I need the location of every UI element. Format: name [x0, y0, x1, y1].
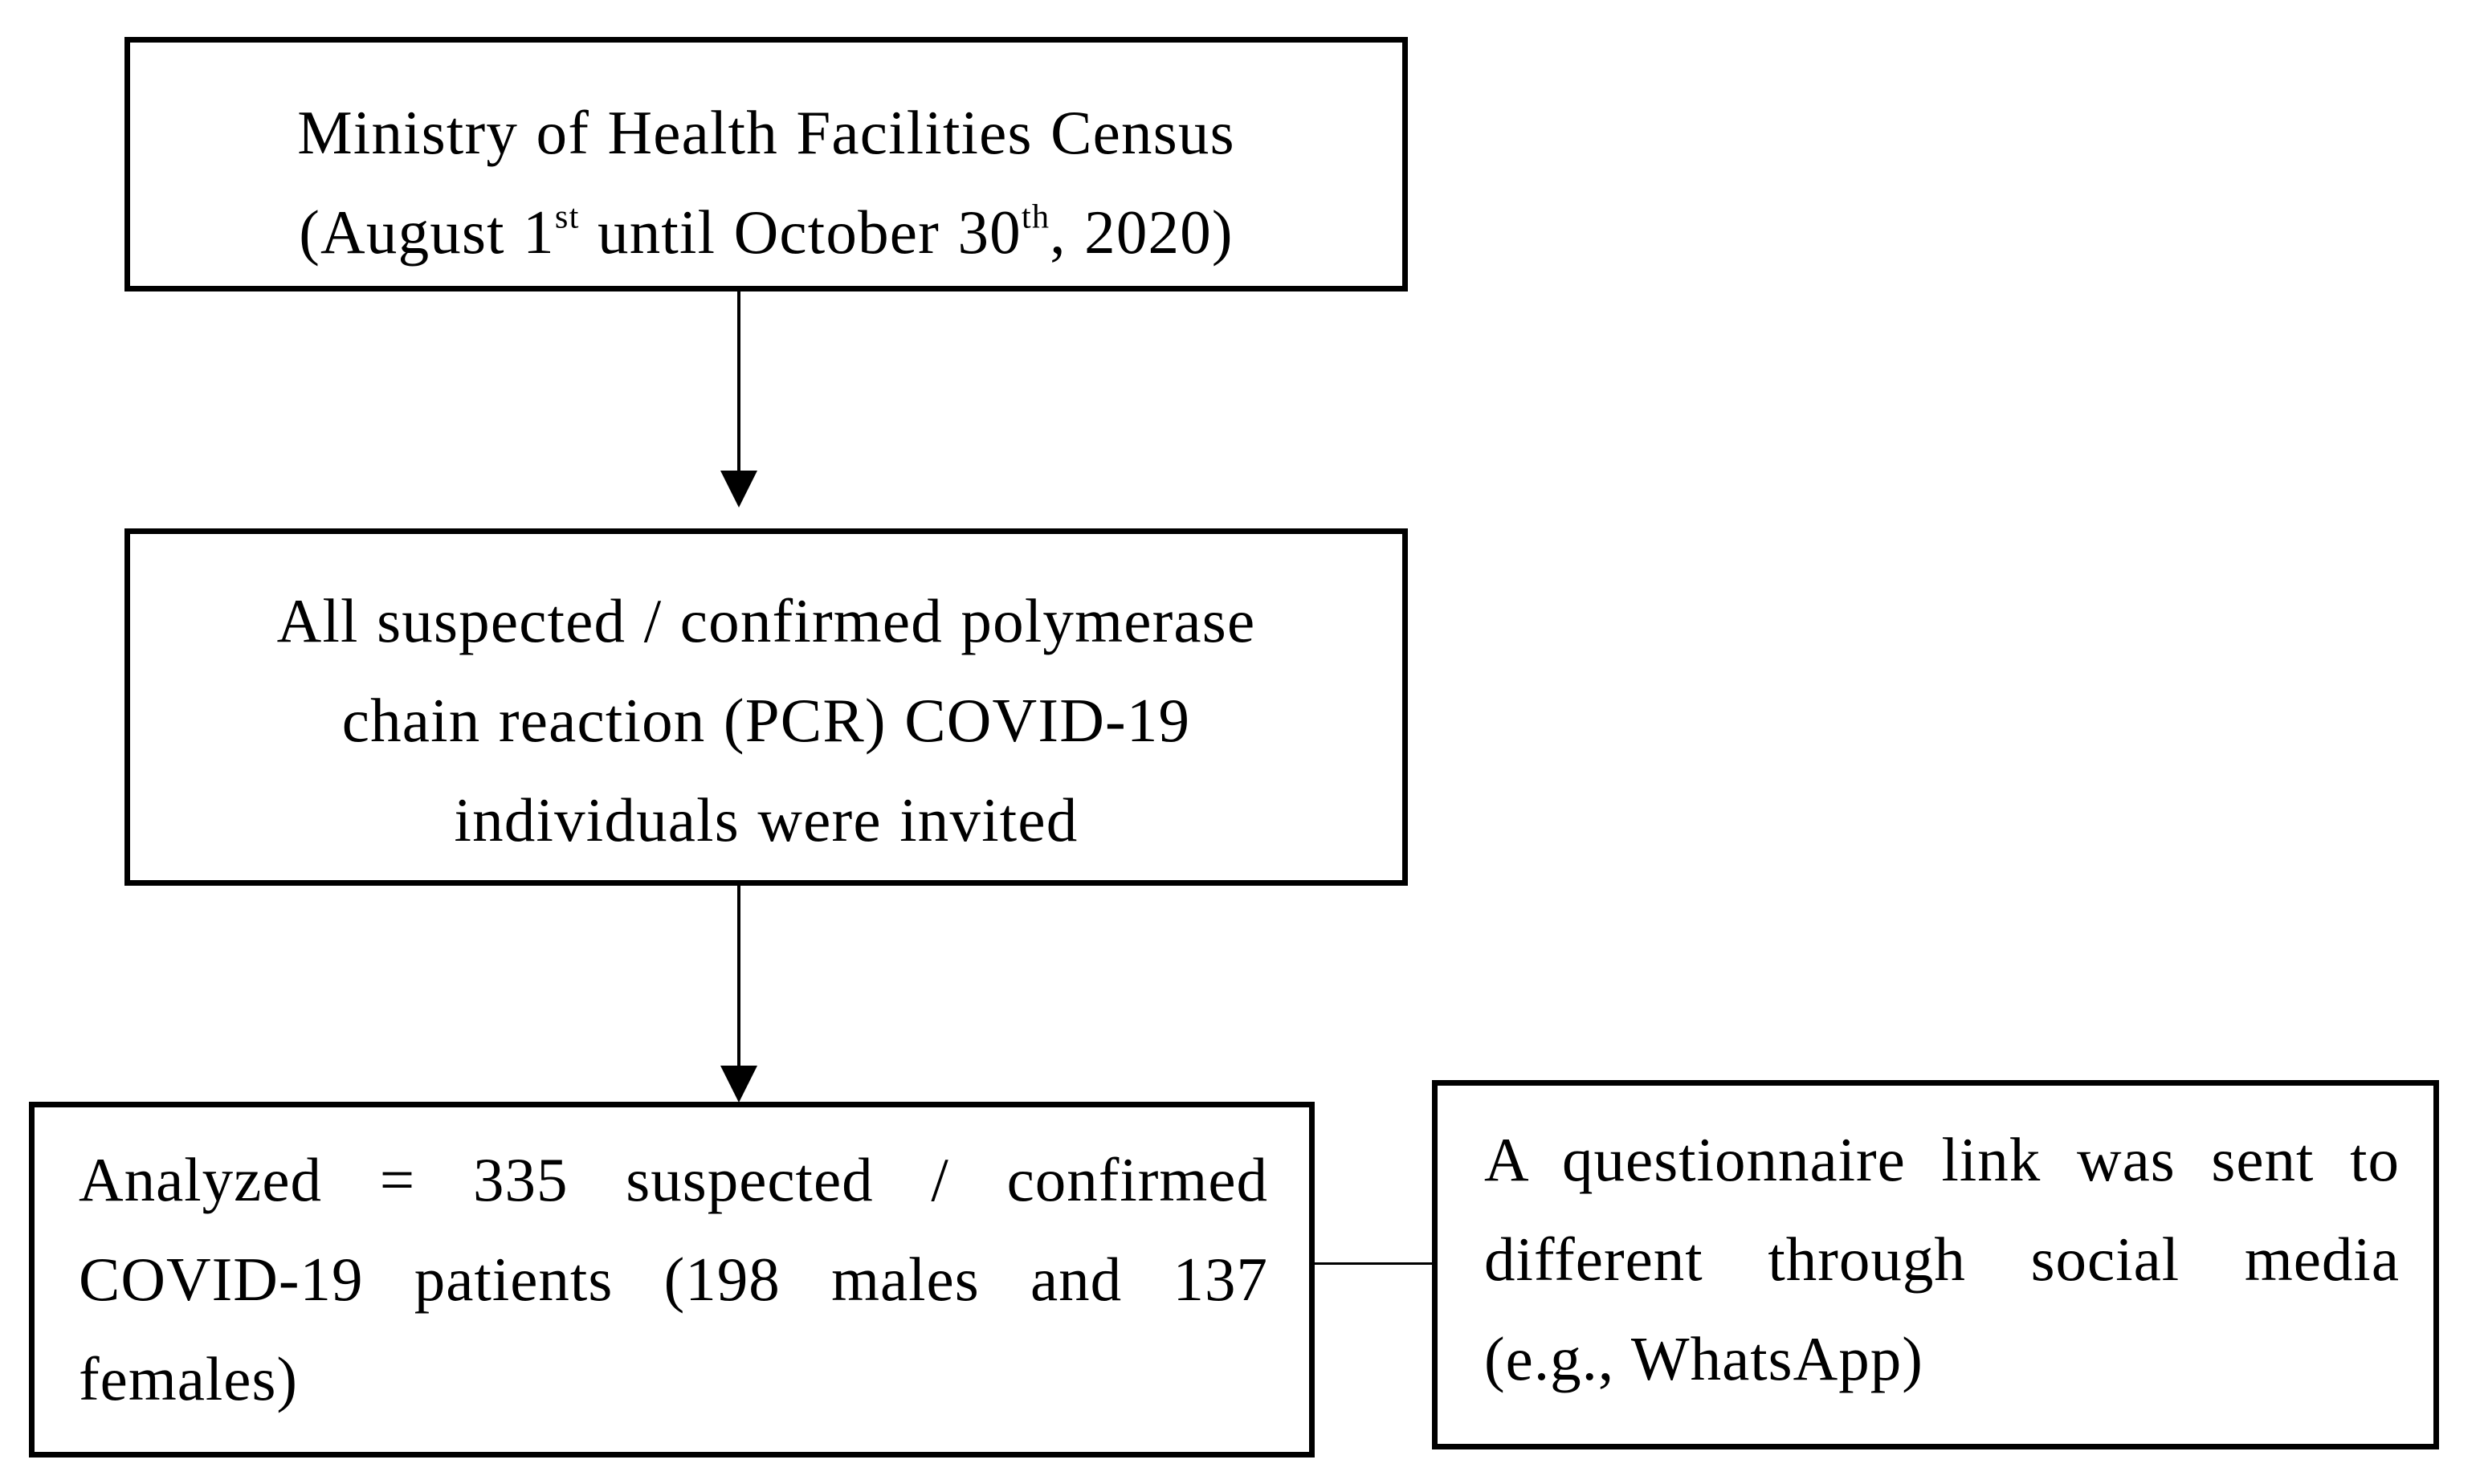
questionnaire-box: [1432, 1080, 2439, 1449]
invited-box: [124, 528, 1408, 886]
analyzed-box-text: [79, 1130, 1268, 1429]
arrow-2-shaft: [737, 886, 740, 1070]
census-date-end-suffix: th: [1021, 198, 1050, 236]
analyzed-line-1: Analyzed = 335 suspected / confirmed: [79, 1145, 1268, 1214]
census-date-start: (August 1: [299, 198, 555, 267]
census-date-range: [130, 182, 1402, 282]
arrow-1-shaft: [737, 292, 740, 473]
census-title: Ministry of Health Facilities Census: [297, 98, 1235, 167]
invited-line-3: individuals were invited: [454, 785, 1079, 854]
arrow-down-icon: [720, 471, 757, 508]
analyzed-box: [29, 1102, 1315, 1458]
census-box-text: [130, 83, 1402, 282]
invited-box-text: [130, 571, 1402, 870]
census-date-start-suffix: st: [554, 198, 580, 236]
questionnaire-line-1: A questionnaire link was sent to: [1484, 1125, 2400, 1194]
arrow-down-icon: [720, 1066, 757, 1103]
invited-line-1: All suspected / confirmed polymerase: [276, 586, 1256, 655]
questionnaire-line-3: (e.g., WhatsApp): [1484, 1324, 1923, 1393]
questionnaire-line-2: different through social media: [1484, 1225, 2400, 1294]
analyzed-line-2: COVID-19 patients (198 males and 137: [79, 1245, 1268, 1314]
invited-line-2: chain reaction (PCR) COVID-19: [341, 686, 1191, 755]
census-box: [124, 37, 1408, 292]
questionnaire-box-text: [1484, 1110, 2400, 1409]
census-date-year: , 2020): [1050, 198, 1234, 267]
analyzed-line-3: females): [79, 1344, 299, 1413]
connector-line: [1315, 1262, 1432, 1265]
census-date-mid: until October 30: [579, 198, 1022, 267]
